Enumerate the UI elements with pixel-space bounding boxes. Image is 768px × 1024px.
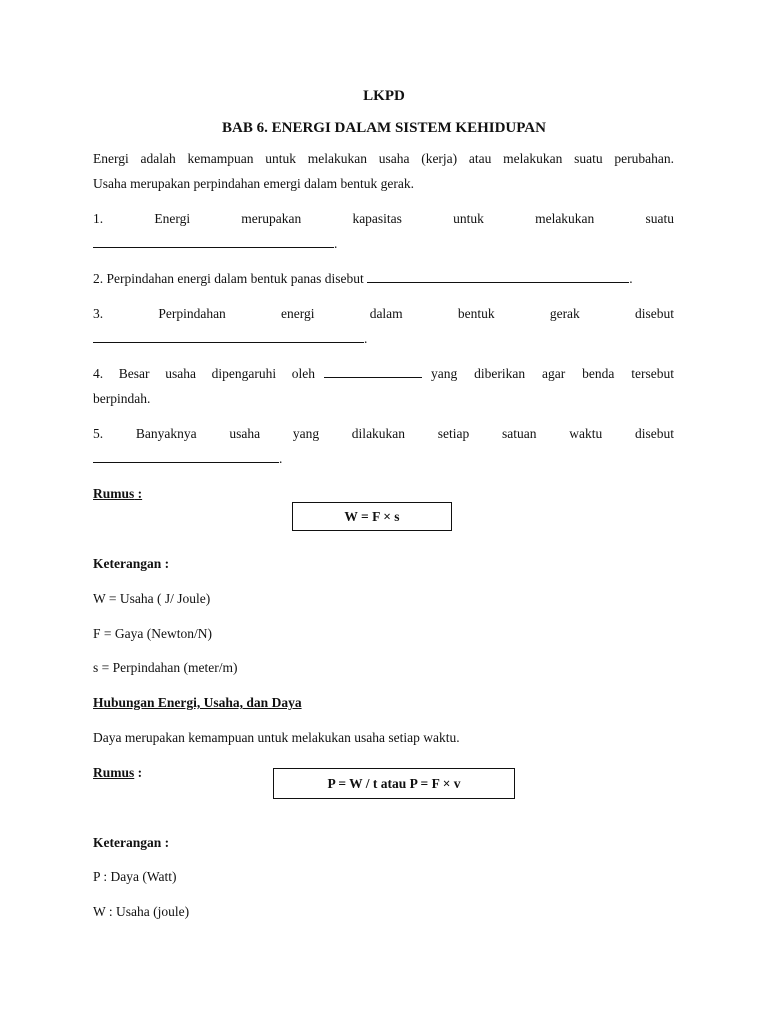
answer-blank[interactable] xyxy=(93,448,279,463)
keterangan-1-item: W = Usaha ( J/ Joule) xyxy=(93,591,211,606)
question-5 xyxy=(93,421,674,471)
question-1-end: . xyxy=(334,236,338,251)
keterangan-1-item: F = Gaya (Newton/N) xyxy=(93,626,212,641)
section-2-heading: Hubungan Energi, Usaha, dan Daya xyxy=(93,695,302,710)
question-2 xyxy=(93,266,674,291)
question-1-text: 1. Energi merupakan kapasitas untuk melakukan suatu xyxy=(93,211,674,226)
intro-paragraph xyxy=(93,146,674,196)
answer-blank[interactable] xyxy=(324,363,422,378)
question-3 xyxy=(93,301,674,351)
formula-1-box: W = F × s xyxy=(292,502,452,531)
formula-2-box: P = W / t atau P = F × v xyxy=(273,768,515,799)
formula-2-label: Rumus xyxy=(93,765,135,780)
question-5-end: . xyxy=(279,451,283,466)
answer-blank[interactable] xyxy=(93,233,334,248)
question-1-answer-line xyxy=(93,231,674,256)
document-title: LKPD xyxy=(363,88,405,104)
question-5-text: 5. Banyaknya usaha yang dilakukan setiap satuan waktu disebut xyxy=(93,426,674,441)
question-4-text-before: 4. Besar usaha dipengaruhi oleh xyxy=(93,366,315,381)
question-5-answer-line xyxy=(93,446,674,471)
question-3-answer-line xyxy=(93,326,674,351)
formula-1-label: Rumus xyxy=(93,486,135,501)
keterangan-1-heading: Keterangan : xyxy=(93,556,170,571)
formula-2-colon: : xyxy=(134,765,143,780)
keterangan-1-item: s = Perpindahan (meter/m) xyxy=(93,660,238,675)
keterangan-2-heading: Keterangan : xyxy=(93,835,170,850)
keterangan-2-item: W : Usaha (joule) xyxy=(93,904,190,919)
intro-line-1: Energi adalah kemampuan untuk melakukan usaha (kerja) atau melakukan suatu perubahan. xyxy=(93,151,674,166)
chapter-title: BAB 6. ENERGI DALAM SISTEM KEHIDUPAN xyxy=(222,120,546,136)
question-4-text-line-2: berpindah. xyxy=(93,391,151,406)
question-1 xyxy=(93,206,674,256)
section-2-text: Daya merupakan kemampuan untuk melakukan usaha setiap waktu. xyxy=(93,730,460,745)
intro-line-2: Usaha merupakan perpindahan emergi dalam bentuk gerak. xyxy=(93,176,415,191)
question-3-text: 3. Perpindahan energi dalam bentuk gerak disebut xyxy=(93,306,674,321)
answer-blank[interactable] xyxy=(93,328,364,343)
question-4-text-after: yang diberikan agar benda tersebut xyxy=(431,366,674,381)
question-3-end: . xyxy=(364,331,368,346)
keterangan-2-item: P : Daya (Watt) xyxy=(93,869,177,884)
formula-1-colon: : xyxy=(134,486,143,501)
question-4-line-1 xyxy=(93,361,674,386)
question-2-text: 2. Perpindahan energi dalam bentuk panas disebut xyxy=(93,271,364,286)
question-2-end: . xyxy=(629,271,633,286)
answer-blank[interactable] xyxy=(367,268,629,283)
question-4 xyxy=(93,361,674,411)
